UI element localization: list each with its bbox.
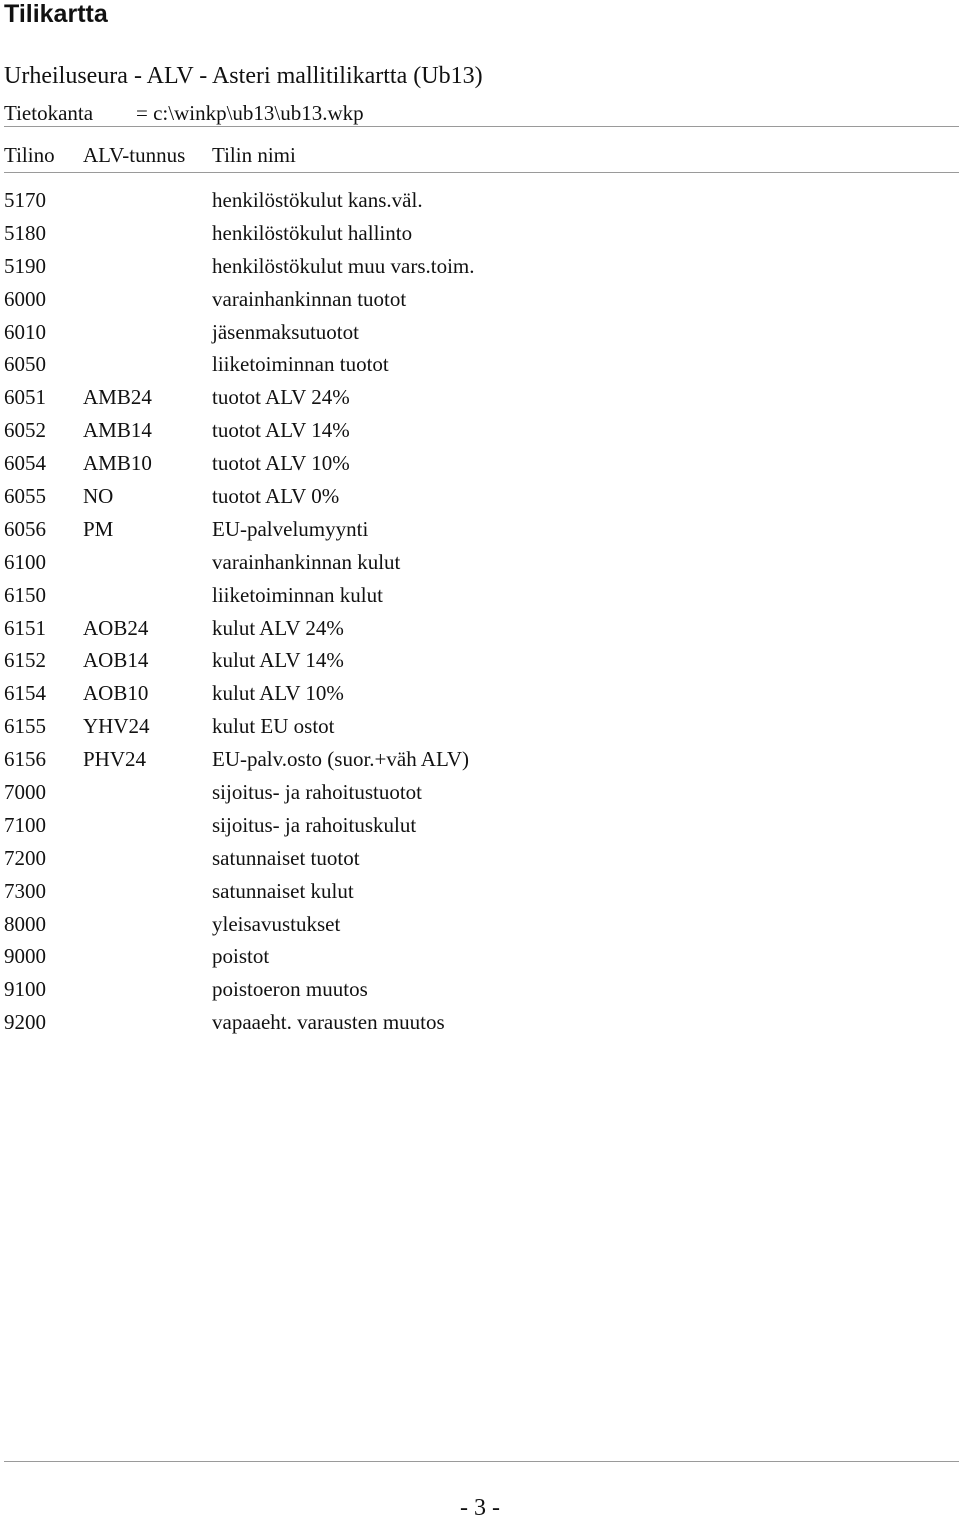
account-name: EU-palvelumyynti	[212, 516, 369, 541]
account-name: tuotot ALV 10%	[212, 451, 350, 476]
table-header-divider	[4, 172, 959, 173]
table-header	[4, 141, 959, 169]
account-vat-code: PM	[83, 516, 114, 541]
account-number: 6151	[4, 615, 46, 640]
account-row	[4, 515, 959, 548]
account-name: yleisavustukset	[212, 911, 341, 936]
account-name: sijoitus- ja rahoituskulut	[212, 812, 417, 837]
account-list	[4, 186, 959, 1041]
account-name: varainhankinnan kulut	[212, 549, 401, 574]
header-divider	[4, 126, 959, 127]
account-row	[4, 778, 959, 811]
account-number: 5180	[4, 220, 46, 245]
account-name: henkilöstökulut kans.väl.	[212, 188, 423, 212]
account-number: 7100	[4, 812, 46, 837]
account-vat-code: AOB14	[83, 648, 149, 673]
account-vat-code: AOB10	[83, 681, 149, 706]
account-row	[4, 811, 959, 844]
account-row	[4, 942, 959, 975]
account-row	[4, 1008, 959, 1041]
account-row	[4, 449, 959, 482]
column-header-vat-code: ALV-tunnus	[83, 143, 186, 167]
account-name: tuotot ALV 24%	[212, 385, 350, 410]
account-row	[4, 975, 959, 1008]
account-vat-code: AMB10	[83, 451, 152, 476]
account-row	[4, 679, 959, 712]
document-title: Tilikartta	[4, 0, 108, 28]
account-number: 6054	[4, 451, 46, 476]
account-number: 6010	[4, 319, 46, 344]
account-row	[4, 318, 959, 351]
account-name: poistoeron muutos	[212, 977, 368, 1002]
account-vat-code: AMB14	[83, 418, 152, 443]
account-name: varainhankinnan tuotot	[212, 286, 407, 311]
page-number: - 3 -	[460, 1495, 500, 1521]
account-row	[4, 252, 959, 285]
account-number: 5190	[4, 253, 46, 278]
account-row	[4, 877, 959, 910]
account-row	[4, 285, 959, 318]
account-number: 6000	[4, 286, 46, 311]
account-name: satunnaiset tuotot	[212, 845, 360, 870]
account-row	[4, 219, 959, 252]
account-name: kulut ALV 24%	[212, 615, 344, 640]
account-number: 8000	[4, 911, 46, 936]
account-number: 6055	[4, 484, 46, 509]
account-name: jäsenmaksutuotot	[212, 319, 359, 344]
account-name: poistot	[212, 944, 270, 969]
chart-of-accounts-subtitle: Urheiluseura - ALV - Asteri mallitilikartta (Ub13)	[4, 63, 483, 89]
account-number: 7000	[4, 780, 46, 805]
account-row	[4, 910, 959, 943]
account-name: EU-palv.osto (suor.+väh ALV)	[212, 747, 470, 772]
account-name: liiketoiminnan tuotot	[212, 352, 389, 377]
account-vat-code: AMB24	[83, 385, 152, 410]
account-name: henkilöstökulut hallinto	[212, 220, 413, 245]
account-number: 7200	[4, 845, 46, 870]
account-row	[4, 416, 959, 449]
account-name: sijoitus- ja rahoitustuotot	[212, 780, 422, 805]
account-row	[4, 482, 959, 515]
account-name: kulut ALV 10%	[212, 681, 344, 706]
account-row	[4, 548, 959, 581]
account-row	[4, 383, 959, 416]
account-row	[4, 614, 959, 647]
account-number: 9200	[4, 1010, 46, 1035]
account-number: 6154	[4, 681, 46, 706]
column-header-account-name: Tilin nimi	[212, 143, 296, 167]
account-name: tuotot ALV 14%	[212, 418, 350, 443]
account-number: 6155	[4, 714, 46, 739]
account-vat-code: NO	[83, 484, 114, 509]
account-number: 5170	[4, 188, 46, 212]
account-number: 6051	[4, 385, 46, 410]
account-name: satunnaiset kulut	[212, 878, 354, 903]
account-row	[4, 646, 959, 679]
account-row	[4, 350, 959, 383]
database-label: Tietokanta	[4, 101, 94, 125]
footer-divider	[4, 1461, 959, 1462]
account-name: kulut ALV 14%	[212, 648, 344, 673]
account-name: tuotot ALV 0%	[212, 484, 340, 509]
account-row	[4, 186, 959, 219]
account-number: 9000	[4, 944, 46, 969]
account-number: 6056	[4, 516, 46, 541]
account-vat-code: AOB24	[83, 615, 149, 640]
account-number: 6152	[4, 648, 46, 673]
account-number: 6052	[4, 418, 46, 443]
account-number: 6150	[4, 582, 46, 607]
column-header-account-number: Tilino	[4, 143, 55, 167]
account-row	[4, 581, 959, 614]
account-name: vapaaeht. varausten muutos	[212, 1010, 445, 1035]
account-number: 7300	[4, 878, 46, 903]
account-number: 6156	[4, 747, 46, 772]
account-name: henkilöstökulut muu vars.toim.	[212, 253, 475, 278]
account-row	[4, 844, 959, 877]
account-name: liiketoiminnan kulut	[212, 582, 383, 607]
account-number: 6100	[4, 549, 46, 574]
account-number: 9100	[4, 977, 46, 1002]
account-row	[4, 745, 959, 778]
account-number: 6050	[4, 352, 46, 377]
account-vat-code: PHV24	[83, 747, 147, 772]
database-path-row	[4, 100, 364, 126]
account-vat-code: YHV24	[83, 714, 150, 739]
database-path: = c:\winkp\ub13\ub13.wkp	[136, 101, 364, 125]
account-name: kulut EU ostot	[212, 714, 335, 739]
account-row	[4, 712, 959, 745]
